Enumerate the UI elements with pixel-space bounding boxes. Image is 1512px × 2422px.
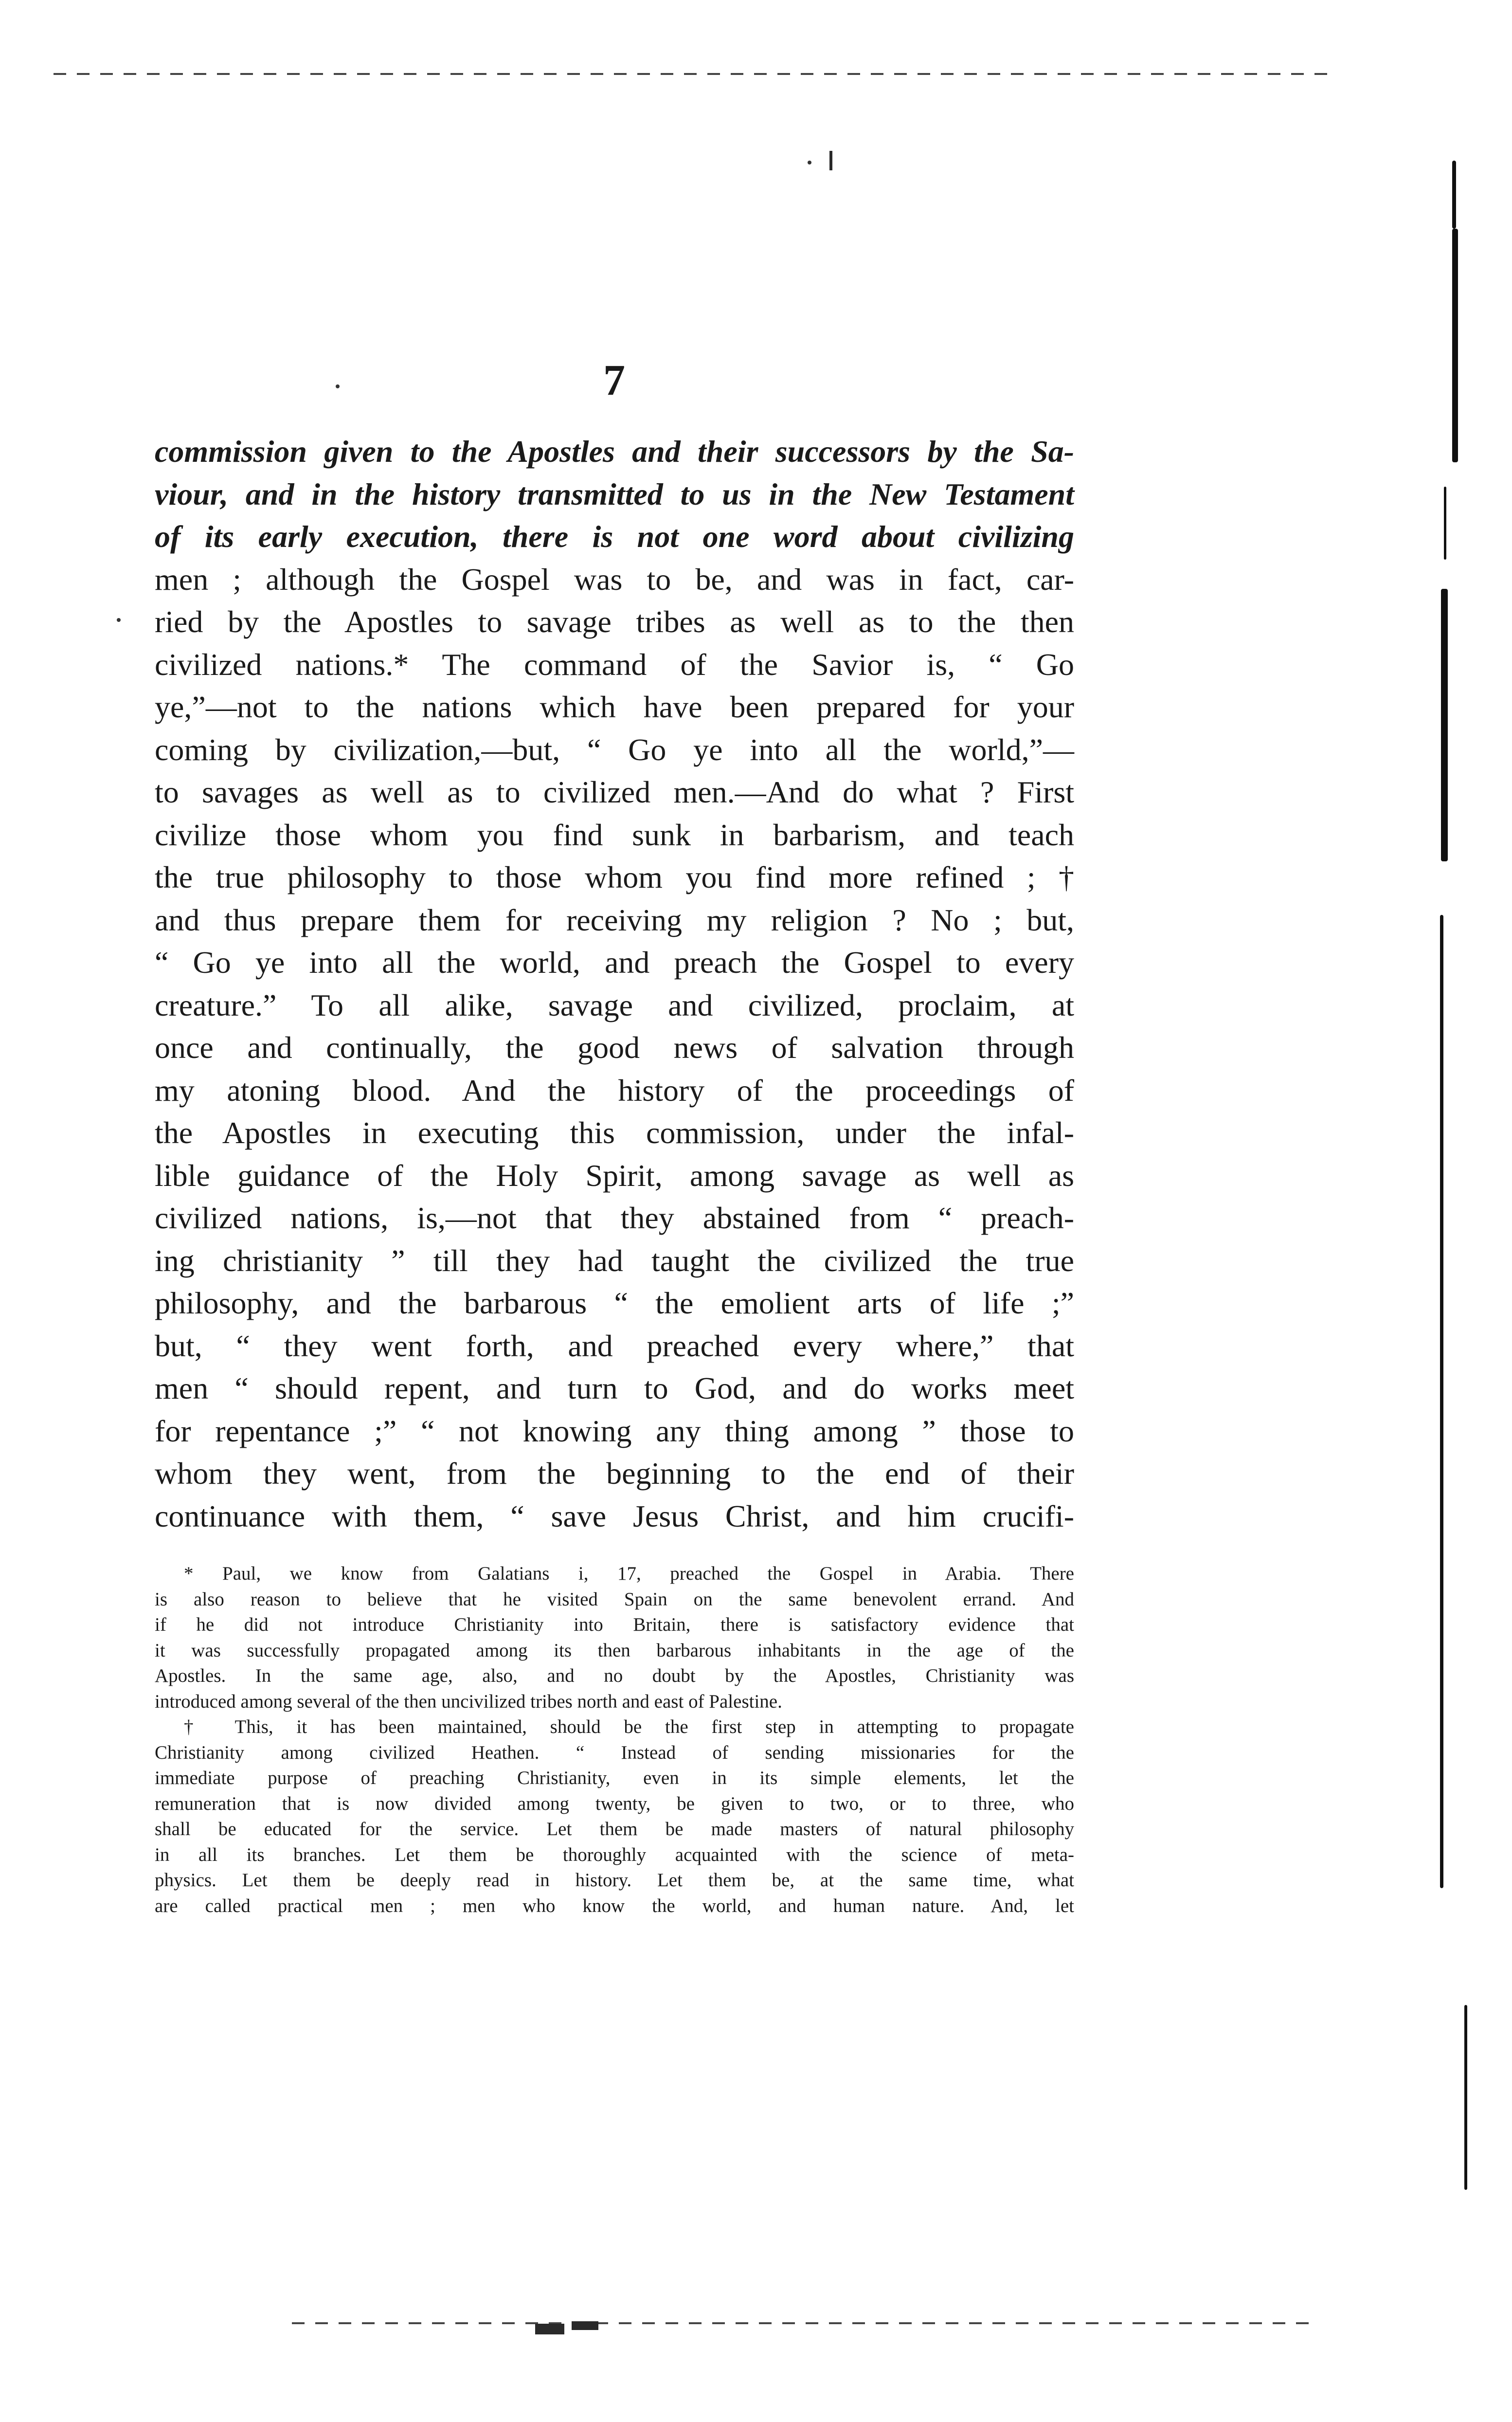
edge-mark bbox=[1464, 2005, 1467, 2190]
scan-speck bbox=[808, 161, 811, 164]
top-scan-line bbox=[54, 73, 1328, 75]
edge-mark bbox=[1441, 589, 1448, 861]
scan-speck bbox=[336, 384, 340, 388]
footnote-line: shall be educated for the service. Let them be made masters of natural philosophy bbox=[155, 1819, 1074, 1839]
footnote-line: are called practical men ; men who know the world, and human nature. And, let bbox=[155, 1895, 1074, 1916]
edge-mark bbox=[1452, 229, 1458, 462]
body-line: men “ should repent, and turn to God, and do works meet bbox=[155, 1371, 1074, 1405]
footnote-line: immediate purpose of preaching Christianity, even in its simple elements, let the bbox=[155, 1767, 1074, 1788]
body-line: to savages as well as to civilized men.—And do what ? First bbox=[155, 775, 1074, 809]
footnote-line: * Paul, we know from Galatians i, 17, preached the Gospel in Arabia. There bbox=[184, 1563, 1074, 1584]
scan-mark bbox=[829, 151, 832, 170]
footer-blot bbox=[535, 2324, 564, 2334]
body-line: viour, and in the history transmitted to us in the New Testament bbox=[155, 476, 1074, 511]
body-line: civilized nations, is,—not that they abstained from “ preach- bbox=[155, 1201, 1074, 1235]
body-line: philosophy, and the barbarous “ the emolient arts of life ;” bbox=[155, 1286, 1074, 1320]
body-line: the true philosophy to those whom you find more refined ; † bbox=[155, 860, 1074, 894]
body-line: and thus prepare them for receiving my religion ? No ; but, bbox=[155, 902, 1074, 937]
footer-blot bbox=[572, 2321, 598, 2330]
body-line: creature.” To all alike, savage and civilized, proclaim, at bbox=[155, 987, 1074, 1022]
body-line: my atoning blood. And the history of the proceedings of bbox=[155, 1073, 1074, 1108]
footnote-line: introduced among several of the then uncivilized tribes north and east of Palestine. bbox=[155, 1691, 782, 1712]
body-line: whom they went, from the beginning to the end of their bbox=[155, 1456, 1074, 1491]
body-line: coming by civilization,—but, “ Go ye into all the world,”— bbox=[155, 732, 1074, 767]
edge-mark bbox=[1452, 161, 1456, 229]
body-line: once and continually, the good news of salvation through bbox=[155, 1030, 1074, 1065]
edge-mark bbox=[1440, 915, 1443, 1888]
body-line: of its early execution, there is not one word about civilizing bbox=[155, 519, 1074, 554]
body-line: commission given to the Apostles and their successors by the Sa- bbox=[155, 434, 1074, 469]
footnote-line: it was successfully propagated among its then barbarous inhabitants in the age of the bbox=[155, 1639, 1074, 1661]
body-line: civilize those whom you find sunk in barbarism, and teach bbox=[155, 817, 1074, 852]
body-line: continuance with them, “ save Jesus Christ, and him crucifi- bbox=[155, 1498, 1074, 1533]
footnote-line: physics. Let them be deeply read in history. Let them be, at the same time, what bbox=[155, 1870, 1074, 1891]
footnote-line: Apostles. In the same age, also, and no doubt by the Apostles, Christianity was bbox=[155, 1665, 1074, 1686]
footnote-line: Christianity among civilized Heathen. “ Instead of sending missionaries for the bbox=[155, 1742, 1074, 1763]
page-number: 7 bbox=[603, 356, 625, 404]
footnote-line: if he did not introduce Christianity into Britain, there is satisfactory evidence that bbox=[155, 1614, 1074, 1635]
body-line: but, “ they went forth, and preached every where,” that bbox=[155, 1328, 1074, 1363]
body-line: the Apostles in executing this commission, under the infal- bbox=[155, 1115, 1074, 1150]
bottom-scan-line bbox=[292, 2322, 1314, 2324]
footnotes bbox=[155, 1561, 1074, 1919]
body-line: men ; although the Gospel was to be, and was in fact, car- bbox=[155, 562, 1074, 597]
body-line: ye,”—not to the nations which have been prepared for your bbox=[155, 690, 1074, 724]
footnote-line: † This, it has been maintained, should be the first step in attempting to propagate bbox=[184, 1716, 1074, 1737]
body-text bbox=[155, 430, 1074, 1537]
footnote-line: is also reason to believe that he visited Spain on the same benevolent errand. And bbox=[155, 1588, 1074, 1610]
scan-speck bbox=[117, 618, 121, 622]
body-line: lible guidance of the Holy Spirit, among savage as well as bbox=[155, 1158, 1074, 1193]
body-line: civilized nations.* The command of the Savior is, “ Go bbox=[155, 647, 1074, 682]
body-line: ried by the Apostles to savage tribes as well as to the then bbox=[155, 604, 1074, 639]
footnote-line: in all its branches. Let them be thoroughly acquainted with the science of meta- bbox=[155, 1844, 1074, 1865]
body-line: “ Go ye into all the world, and preach the Gospel to every bbox=[155, 945, 1074, 980]
body-line: for repentance ;” “ not knowing any thing among ” those to bbox=[155, 1413, 1074, 1448]
body-line: ing christianity ” till they had taught the civilized the true bbox=[155, 1243, 1074, 1278]
footnote-line: remuneration that is now divided among twenty, be given to two, or to three, who bbox=[155, 1793, 1074, 1814]
edge-mark bbox=[1444, 487, 1446, 560]
